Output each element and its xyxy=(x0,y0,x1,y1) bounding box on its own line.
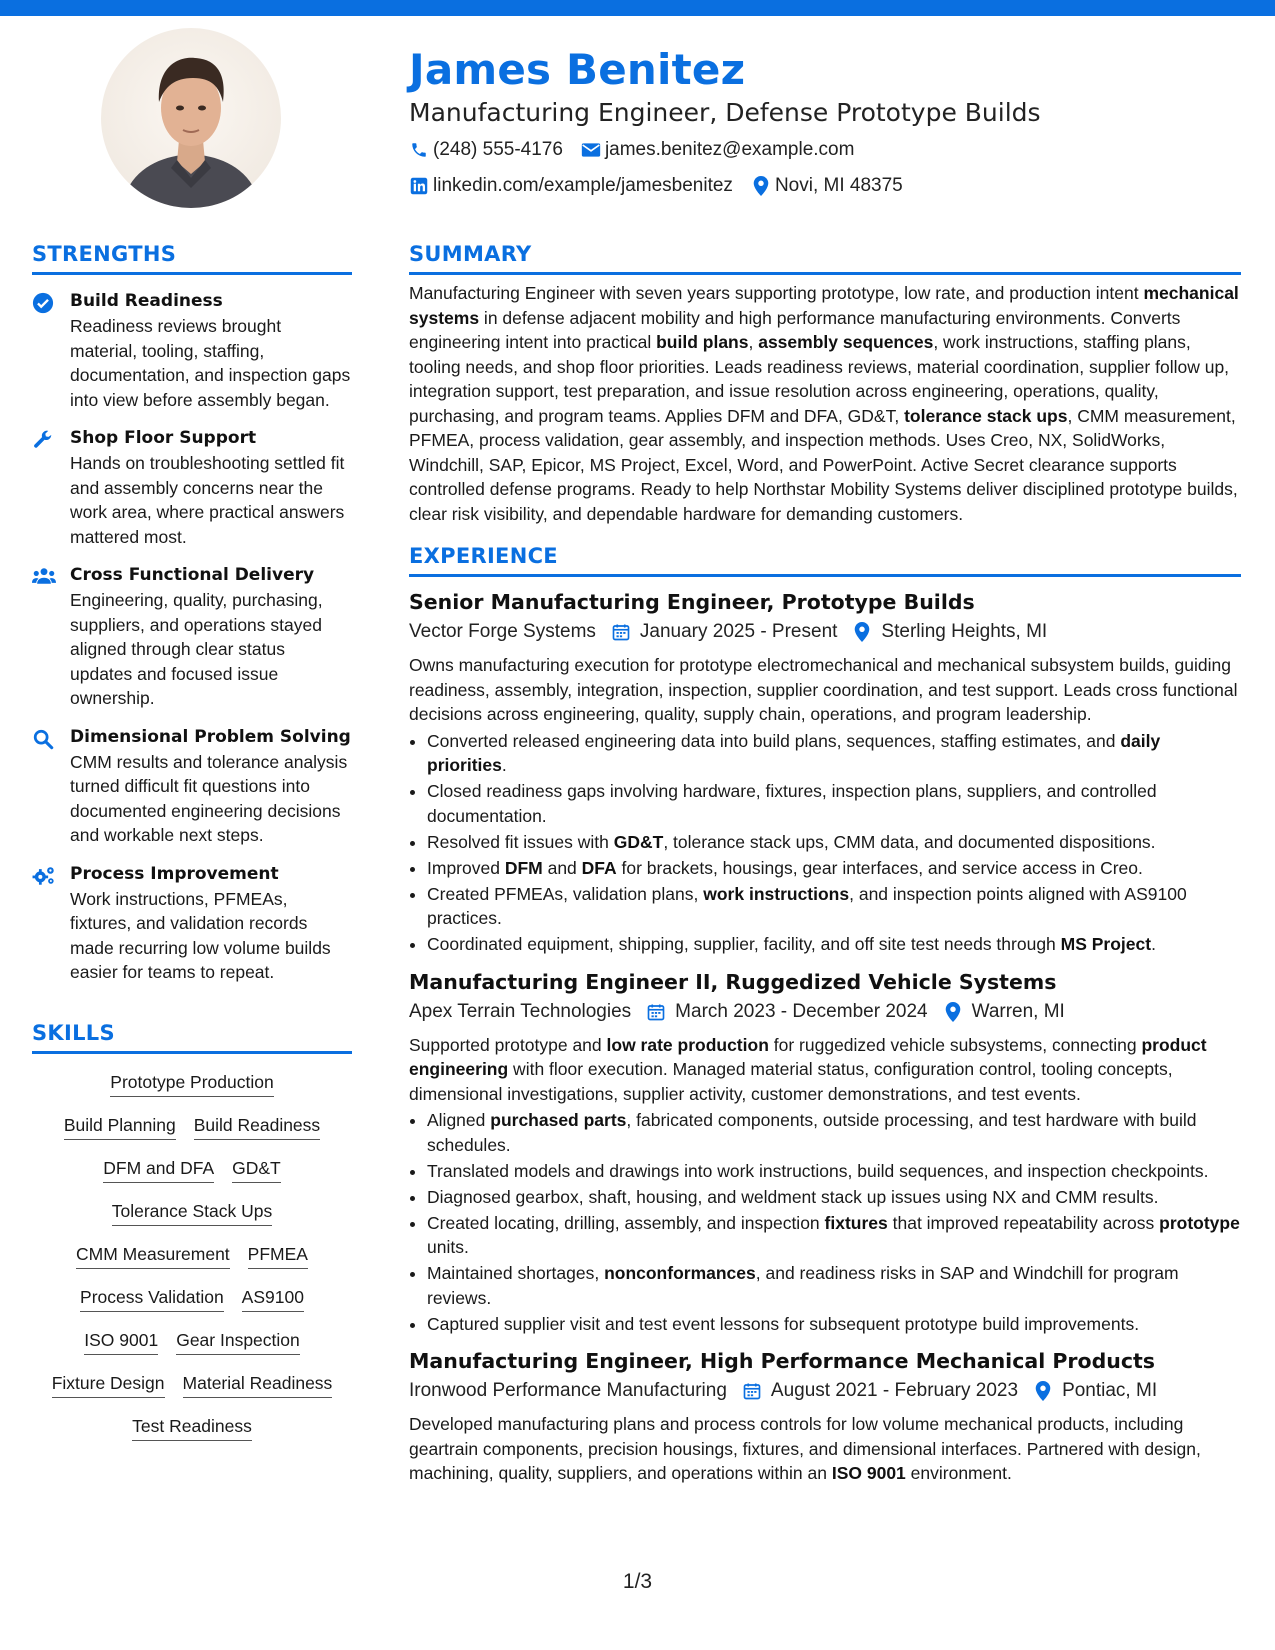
map-pin-icon xyxy=(1032,1380,1054,1402)
company-name: Vector Forge Systems xyxy=(409,621,596,642)
skill-tag: GD&T xyxy=(232,1157,281,1183)
map-pin-icon xyxy=(751,176,771,196)
skill-tag: CMM Measurement xyxy=(76,1243,230,1269)
profile-photo xyxy=(101,28,281,208)
candidate-name: James Benitez xyxy=(409,45,746,94)
strength-item xyxy=(32,862,352,985)
skills-heading: SKILLS xyxy=(32,1021,352,1054)
calendar-icon xyxy=(645,1001,667,1023)
strength-item xyxy=(32,725,352,848)
skill-row xyxy=(32,1243,352,1269)
bullet-item: • Converted released engineering data into build plans, sequences, staffing estimates, and daily priorities. xyxy=(427,729,1241,778)
bullet-item: • Captured supplier visit and test event lessons for subsequent prototype build improvements. xyxy=(427,1312,1241,1337)
skill-tag: Material Readiness xyxy=(183,1372,333,1398)
skill-tag: ISO 9001 xyxy=(84,1329,158,1355)
bullet-item: • Closed readiness gaps involving hardware, fixtures, inspection plans, suppliers, and controlled documentation. xyxy=(427,779,1241,828)
skill-tag: Fixture Design xyxy=(52,1372,165,1398)
email-contact[interactable] xyxy=(581,139,855,161)
skill-tag: Process Validation xyxy=(80,1286,224,1312)
strength-description: Engineering, quality, purchasing, suppliers, and operations stayed aligned through clear status updates and focused issue ownership. xyxy=(70,590,323,708)
skill-row xyxy=(32,1157,352,1183)
location-text: Novi, MI 48375 xyxy=(774,175,903,196)
strength-body xyxy=(70,862,352,985)
map-pin-icon xyxy=(851,621,873,643)
job-entry xyxy=(409,587,1241,957)
skill-row xyxy=(32,1329,352,1355)
job-bullets xyxy=(409,729,1241,957)
strengths-heading: STRENGTHS xyxy=(32,242,352,275)
left-column xyxy=(32,242,352,1441)
strength-title: Process Improvement xyxy=(70,863,279,884)
strength-description: CMM results and tolerance analysis turned difficult fit questions into documented engineering decisions and workable next steps. xyxy=(70,751,348,845)
job-location: Warren, MI xyxy=(971,1000,1065,1022)
strength-body xyxy=(70,725,352,848)
linkedin-text: linkedin.com/example/jamesbenitez xyxy=(433,175,733,196)
skill-tag: AS9100 xyxy=(242,1286,304,1312)
strength-description: Readiness reviews brought material, tooling, staffing, documentation, and inspection gaps into view before assembly began. xyxy=(70,316,351,410)
location-contact xyxy=(751,175,903,197)
users-icon xyxy=(32,563,58,711)
wrench-icon xyxy=(32,426,58,549)
job-meta xyxy=(409,1376,1241,1406)
skill-row xyxy=(32,1200,352,1226)
candidate-title: Manufacturing Engineer, Defense Prototype Builds xyxy=(409,98,1041,127)
strength-description: Hands on troubleshooting settled fit and assembly concerns near the work area, where practical answers mattered most. xyxy=(70,453,345,547)
summary-text: Manufacturing Engineer with seven years supporting prototype, low rate, and production intent mechanical systems in defense adjacent mobility and high performance manufacturing environments. Converts engineering intent into practical build plans, assembly sequences, work instructions, staffing plans, tooling needs, and shop floor priorities. Leads readiness reviews, material coordination, supplier follow up, integration support, test preparation, and issue resolution across engineering, operations, quality, purchasing, and program teams. Applies DFM and DFA, GD&T, tolerance stack ups, CMM measurement, PFMEA, process validation, gear assembly, and inspection methods. Uses Creo, NX, SolidWorks, Windchill, SAP, Epicor, MS Project, Excel, Word, and PowerPoint. Active Secret clearance supports controlled defense programs. Ready to help Northstar Mobility Systems deliver disciplined prototype builds, clear risk visibility, and dependable hardware for demanding customers. xyxy=(409,283,1239,524)
skill-tag: Build Readiness xyxy=(194,1114,320,1140)
skill-tag: Test Readiness xyxy=(132,1415,252,1441)
right-column xyxy=(409,242,1241,1486)
contact-row-2 xyxy=(409,170,1249,202)
job-title: Senior Manufacturing Engineer, Prototype Builds xyxy=(409,590,975,614)
bullet-item: • Translated models and drawings into work instructions, build sequences, and inspection checkpoints. xyxy=(427,1159,1241,1184)
strength-description: Work instructions, PFMEAs, fixtures, and validation records made recurring low volume builds easier for teams to repeat. xyxy=(70,888,331,982)
skill-tag: PFMEA xyxy=(248,1243,308,1269)
skill-tag: DFM and DFA xyxy=(103,1157,214,1183)
job-bullets xyxy=(409,1108,1241,1336)
job-entry xyxy=(409,1346,1241,1486)
email-text: james.benitez@example.com xyxy=(604,139,855,160)
linkedin-contact[interactable] xyxy=(409,175,733,197)
strength-item xyxy=(32,426,352,549)
bullet-item: • Created locating, drilling, assembly, and inspection fixtures that improved repeatability across prototype units. xyxy=(427,1211,1241,1260)
linkedin-icon xyxy=(409,176,429,196)
job-dates: March 2023 - December 2024 xyxy=(675,1000,928,1022)
experience-heading: EXPERIENCE xyxy=(409,544,1241,577)
phone-text: (248) 555-4176 xyxy=(433,139,563,160)
skills-list xyxy=(32,1071,352,1441)
bullet-item: • Improved DFM and DFA for brackets, housings, gear interfaces, and service access in Creo. xyxy=(427,856,1241,881)
phone-icon xyxy=(409,140,429,160)
gears-icon xyxy=(32,862,58,985)
job-dates: August 2021 - February 2023 xyxy=(770,1380,1019,1401)
job-location: Sterling Heights, MI xyxy=(881,621,1048,642)
skill-tag: Build Planning xyxy=(64,1114,176,1140)
skill-row xyxy=(32,1415,352,1441)
job-meta xyxy=(409,997,1241,1027)
bullet-item: • Aligned purchased parts, fabricated components, outside processing, and test hardware with build schedules. xyxy=(427,1108,1241,1157)
strength-title: Shop Floor Support xyxy=(70,428,257,448)
experience-list xyxy=(409,587,1241,1486)
page-number: 1/3 xyxy=(622,1570,653,1593)
contact-row-1 xyxy=(409,134,1249,166)
map-pin-icon xyxy=(942,1001,964,1023)
skill-tag: Gear Inspection xyxy=(176,1329,300,1355)
summary-heading: SUMMARY xyxy=(409,242,1241,275)
calendar-icon xyxy=(610,621,632,643)
job-dates: January 2025 - Present xyxy=(639,621,838,642)
strength-title: Build Readiness xyxy=(70,291,223,311)
job-summary: Supported prototype and low rate production for ruggedized vehicle subsystems, connecting product engineering with floor execution. Managed material status, configuration control, tooling concepts, dimensional investigations, supplier activity, customer demonstrations, and test events. xyxy=(409,1034,1207,1104)
skill-tag: Prototype Production xyxy=(110,1071,273,1097)
strength-body xyxy=(70,426,352,549)
email-icon xyxy=(581,140,601,160)
skill-row xyxy=(32,1372,352,1398)
skill-row xyxy=(32,1286,352,1312)
phone-contact[interactable] xyxy=(409,139,563,161)
job-title: Manufacturing Engineer II, Ruggedized Vehicle Systems xyxy=(409,969,1057,994)
job-location: Pontiac, MI xyxy=(1062,1380,1158,1401)
skill-row xyxy=(32,1071,352,1097)
check-circle-icon xyxy=(32,289,58,412)
search-icon xyxy=(32,725,58,848)
strength-item xyxy=(32,289,352,412)
strengths-list xyxy=(32,289,352,985)
skill-row xyxy=(32,1114,352,1140)
top-accent-bar xyxy=(0,0,1275,16)
bullet-item: • Maintained shortages, nonconformances, and readiness risks in SAP and Windchill for program reviews. xyxy=(427,1261,1241,1310)
bullet-item: • Created PFMEAs, validation plans, work instructions, and inspection points aligned with AS9100 practices. xyxy=(427,882,1241,931)
strength-body xyxy=(70,289,352,412)
company-name: Apex Terrain Technologies xyxy=(409,1000,632,1022)
job-title: Manufacturing Engineer, High Performance Mechanical Products xyxy=(409,1349,1155,1373)
job-meta xyxy=(409,617,1241,647)
bullet-item: • Resolved fit issues with GD&T, tolerance stack ups, CMM data, and documented dispositions. xyxy=(427,830,1241,855)
job-entry xyxy=(409,967,1241,1337)
strength-title: Dimensional Problem Solving xyxy=(70,726,351,747)
strength-title: Cross Functional Delivery xyxy=(70,565,315,585)
job-summary: Owns manufacturing execution for prototype electromechanical and mechanical subsystem builds, guiding readiness, assembly, integration, inspection, supplier coordination, and test support. Leads cross functional decisions across engineering, quality, supply chain, operations, and program leadership. xyxy=(409,655,1238,724)
resume-header xyxy=(409,40,1249,202)
calendar-icon xyxy=(741,1380,763,1402)
bullet-item: • Diagnosed gearbox, shaft, housing, and weldment stack up issues using NX and CMM results. xyxy=(427,1185,1241,1210)
company-name: Ironwood Performance Manufacturing xyxy=(409,1380,727,1401)
strength-item xyxy=(32,563,352,711)
bullet-item: • Coordinated equipment, shipping, supplier, facility, and off site test needs through MS Project. xyxy=(427,932,1241,957)
job-summary: Developed manufacturing plans and process controls for low volume mechanical products, including geartrain components, precision housings, fixtures, and dimensional interfaces. Partnered with design, machining, quality, suppliers, and operations within an ISO 9001 environment. xyxy=(409,1414,1201,1483)
strength-body xyxy=(70,563,352,711)
skill-tag: Tolerance Stack Ups xyxy=(112,1200,273,1226)
